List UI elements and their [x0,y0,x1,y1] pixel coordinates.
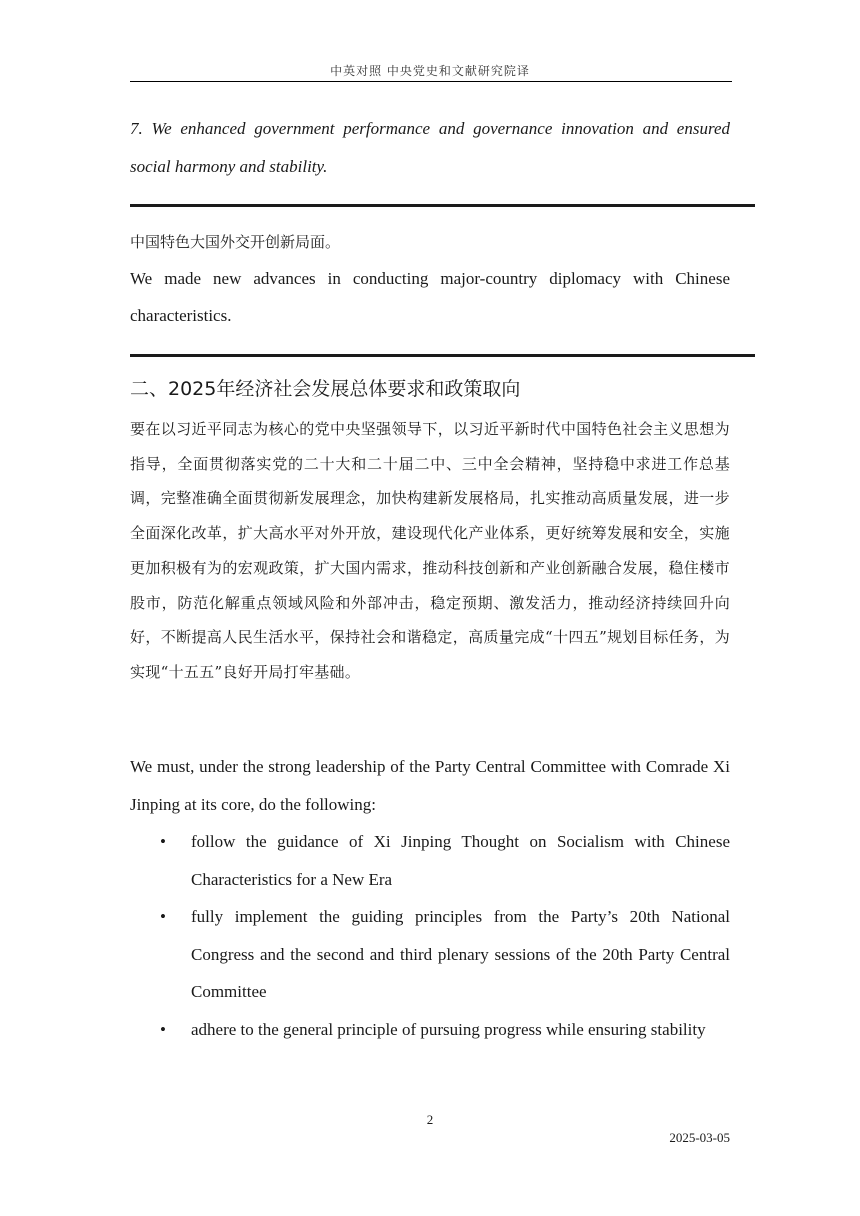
page-header: 中英对照 中央党史和文献研究院译 [330,64,530,78]
list-item [130,823,730,898]
section-heading: 二、2025年经济社会发展总体要求和政策取向 [130,378,521,400]
page-number: 2 [426,1112,434,1127]
list-item [130,898,730,1011]
section-divider [130,354,755,357]
list-item-text: fully implement the guiding principles from the Party’s 20th National Congress and the second and third plenary sessions of the 20th Party Central Committee [191,907,730,1001]
diplomacy-cn-text: 中国特色大国外交开创新局面。 [130,233,341,251]
list-item-text: follow the guidance of Xi Jinping Thought on Socialism with Chinese Characteristics for a New Era [191,832,730,889]
list-item-text: adhere to the general principle of pursuing progress while ensuring stability [191,1019,706,1039]
bullet-icon: • [160,1019,166,1039]
header-rule [130,81,732,82]
bullet-list [130,823,730,1048]
section-divider [130,204,755,207]
list-item [130,1011,730,1049]
diplomacy-en-text: We made new advances in conducting major-country diplomacy with Chinese characteristics. [130,269,730,325]
intro-italic-paragraph: 7. We enhanced government performance and governance innovation and ensured social harmony and stability. [130,119,730,176]
cn-paragraph: 要在以习近平同志为核心的党中央坚强领导下，以习近平新时代中国特色社会主义思想为指导，全面贯彻落实党的二十大和二十届二中、三中全会精神，坚持稳中求进工作总基调，完整准确全面贯彻新发展理念，加快构建新发展格局，扎实推动高质量发展，进一步全面深化改革，扩大高水平对外开放，建设现代化产业体系，更好统筹发展和安全，实施更加积极有为的宏观政策，扩大国内需求，推动科技创新和产业创新融合发展，稳住楼市股市，防范化解重点领域风险和外部冲击，稳定预期、激发活力，推动经济持续回升向好，不断提高人民生活水平，保持社会和谐稳定，高质量完成“十四五”规划目标任务，为实现“十五五”良好开局打牢基础。 [130,420,730,681]
bullet-icon: • [160,907,166,926]
bullet-icon: • [160,832,166,851]
document-date: 2025-03-05 [669,1130,730,1145]
en-intro-paragraph: We must, under the strong leadership of the Party Central Committee with Comrade Xi Jinping at its core, do the following: [130,757,730,814]
